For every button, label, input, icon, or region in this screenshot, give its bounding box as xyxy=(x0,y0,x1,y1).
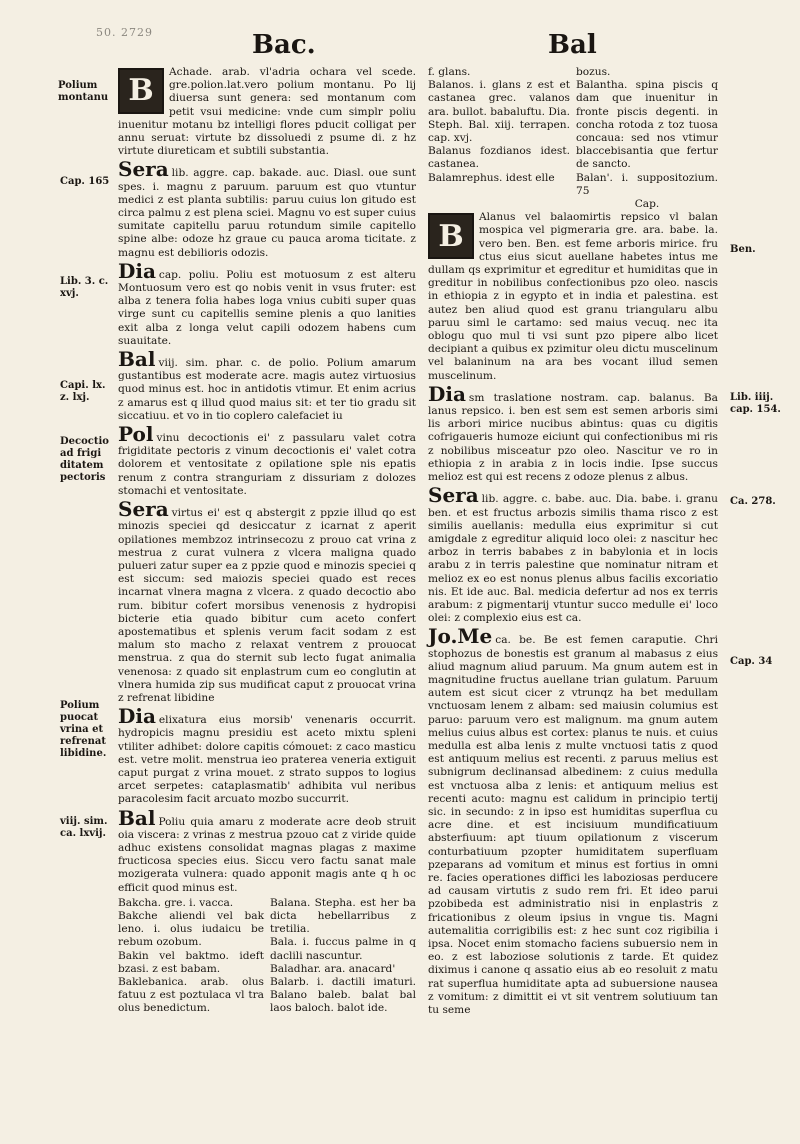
margin-note: Capi. lx. z. lxj. xyxy=(60,380,106,403)
margin-note: Lib. 3. c. xvj. xyxy=(60,276,109,299)
entry-headword: Pol xyxy=(118,422,154,447)
left-column xyxy=(118,66,416,1016)
sub-entry: Bakin vel baktmo. ideft bzasi. z est babam. xyxy=(118,949,264,975)
sub-entry: Balamrephus. idest elle xyxy=(428,171,555,184)
sub-entry: Balantha. spina piscis q dam que inuenitur in fronte piscis degenti. in concha rotoda z toz tuosa concaua: sed nos vtimur blaccebisantia que fertur de sancto. xyxy=(576,79,718,171)
entry xyxy=(428,381,718,484)
entry-headword: Sera xyxy=(118,497,169,522)
entry-text: Alanus vel balaomirtis repsico vl balan mospica vel pigmeraria gre. ara. babe. la. vero ben. Ben. est feme arboris mirice. fru ctus eius sicut auellane habetes intus me dullam qs exprimitur et egreditur et humiditas que in greditur in nobilibus confectionibus pzo oleo. nascis in ethiopia z in egypto et in india et palestina. est autez ben aliud quod est granu triangularu albu paruu siml le cartamo: sed maius vecuq. nec ita oblogu quo mul ti vsi sunt pzo pipere albo licet decipiant a quibus ex pzimitur oleu dictu muscelinum vel balaninum na ara bes vocant illud semen muscelinum. xyxy=(428,211,718,382)
entry-text: lib. aggre. cap. bakade. auc. Diasl. oue sunt spes. i. magnu z paruum. paruum est quo vtuntur medici z est planta subtilis: paruu cuius lon gitudo est circa palmu z est plena sciei. Magnu vo est super cuius sumitate capitellu paruu rotundum simile capitello spine albe: odoze hz graue cu pauca aroma ticitate. z magnu est debilioris odozis. xyxy=(118,167,416,259)
entry-text: sm traslatione nostram. cap. balanus. Ba lanus repsico. i. ben est sem est semen arboris simi lis arbori mirice nucibus abintus: quas cu digitis cofrigaueris humoze eiciunt qui confectionibus mi ris z nobilibus misceatur pzo oleo. Nascitur ve ro in ethiopia z in arabia z in locis indie. Ipse succus melioz est qui est recens z odoze plenus z albus. xyxy=(428,391,718,484)
margin-note: Cap. 165 xyxy=(60,176,110,187)
sub-entry: f. glans. xyxy=(428,66,471,78)
entry xyxy=(118,497,416,705)
right-column xyxy=(428,66,718,1019)
cap-mark: Cap. xyxy=(634,198,660,211)
entry xyxy=(428,483,718,625)
entry-text: lib. aggre. c. babe. auc. Dia. babe. i. granu ben. et est fructus arbozis similis thama risco z est similis auellanis: medulla eius exprimitur si cut amigdale z egreditur aliquid loco olei: z nascitur hec arboz in terris bababes z in babylonia et in locis arabu z in terris palestine que nominatur nitram et melioz ex eo est nonus plenus albus facilis excoriatio nis. Et ide auc. Bal. medicia defertur ad nos ex terris arabum: z pigmentarij vtuntur succo medulle ei' loco olei: z complexio eius est ca. xyxy=(428,493,718,625)
entry-text: viij. sim. phar. c. de polio. Polium amarum gustantibus est moderate acre. magis autez virtuosius quod minus est. hoc in antidotis vtimur. Et enim acrius z amarus est q illud quod maius sit: et ter tio gradu sit siccatiuu. et vo in tio coplero calefaciet iu xyxy=(118,357,416,422)
entry xyxy=(118,422,416,498)
margin-note: Decoctio ad frigi ditatem pectoris xyxy=(60,436,109,483)
margin-note: Polium puocat vrina et refrenat libidine. xyxy=(60,700,107,759)
sub-entry: Baladhar. ara. anacard' xyxy=(270,962,396,975)
entry-headword: Sera xyxy=(118,157,169,182)
sub-column-right xyxy=(270,897,416,1016)
pencil-annotation: 50. 2729 xyxy=(96,26,153,39)
entry xyxy=(118,805,416,895)
margin-note: Ben. xyxy=(730,244,756,255)
entry xyxy=(428,624,718,1017)
sub-entries xyxy=(428,66,718,211)
sub-entry: Balanos. i. glans z est et castanea grec. valanos ara. bullot. babaluftu. Dia. Steph. Bal. xiij. terrapen. cap. xvj. xyxy=(428,79,570,145)
entry-headword: Dia xyxy=(118,258,156,283)
sub-entry: Bala. i. fuccus palme in q daclili nascuntur. xyxy=(270,936,416,962)
sub-entries xyxy=(118,897,416,1016)
left-running-head: Bac. xyxy=(252,30,316,60)
entry-text: virtus ei' est q abstergit z ppzie illud qo est minozis speciei qd desiccatur z icarnat z aperit opilationes membzoz intrinsecozu z prouo cat vrina z mestrua z curat vulnera z vlcera maligna quado pulueri zatur super ea z ppzie quod e minozis speciei q est siccum: sed maiozis speciei quado est reces incarnat vlnera magna z vlcera. z quado decoctio abo rum. bibitur cofert morsibus venenosis z hydropisi bicterie etia quado bibitur cum aceto confert apostematibus et splenis verum facit sodam z est malum sto macho z relaxat ventrem z prouocat menstrua. z qua do sternit sub lecto fugat animalia venenosa: z quado sit enplastrum cum eo conglutin at vlnera humida zip sus mudificat caput z prouocat vrina z refrenat libidine xyxy=(118,507,416,704)
right-running-head: Bal xyxy=(548,30,597,60)
entry-text: vinu decoctionis ei' z passularu valet cotra frigiditate pectoris z vinum decoctionis ei' valet cotra dolorem et ventositate z opilatione sple nis epatis renum z contra stranguriam z dissuriam z dolozes stomachi et ventositate. xyxy=(118,432,416,497)
margin-note: Lib. iiij. cap. 154. xyxy=(730,392,781,415)
entry-text: elixatura eius morsib' venenaris occurrit. hydropicis magnu presidiu est aceto mixtu spleni vtiliter adhibet: dolore capitis cómouet: z caco masticu est. vetre molit. menstrua ieo praterea veneria extiguit caput purgat z vrina mouet. z strato suppos to logius arcet serpetes: cataplasmatib' adhibita vul neribus paracolesim facit arcuato mozbo succurrit. xyxy=(118,714,416,806)
entry xyxy=(118,347,416,423)
entry-text: Achade. arab. vl'adria ochara vel scede. gre.polion.lat.vero polium montanu. Po lij diuersa sunt genera: sed montanum com petit vsui medicine: vnde cum simplr poliu inuenitur motanu bz intelligi flores pducit colligat per annu seruat: virtute bz dissoluedi z psume di. z hz virtute diureticam et subtili substantia. xyxy=(118,66,416,158)
sub-entry: Bakche aliendi vel bak leno. i. olus iudaicu be rebum ozobum. xyxy=(118,909,264,949)
entry-headword: Bal xyxy=(118,347,156,372)
entry-headword: Bal xyxy=(118,805,156,830)
sub-entry: Balarb. i. dactili imaturi. Balano baleb. balat bal laos baloch. balot ide. xyxy=(270,976,416,1015)
sub-column-left xyxy=(428,66,570,211)
entry xyxy=(428,211,718,383)
entry-text: cap. poliu. Poliu est motuosum z est alteru Montuosum vero est qo nobis venit in vsus fruter: est alba z tenera folia habes loga vnius cubiti super quas virge sunt cu capitellis semine plenis a quo lanities exit alba z longa velut capili odozem habens cum suauitate. xyxy=(118,268,416,347)
margin-note: viij. sim. ca. lxvij. xyxy=(60,816,108,839)
margin-note: Polium montanu xyxy=(58,80,109,103)
entry xyxy=(118,704,416,806)
sub-entry: bozus. xyxy=(576,66,611,78)
sub-entry: Balan'. i. suppositozium. 75 xyxy=(576,171,718,197)
sub-entry: Bakcha. gre. i. vacca. xyxy=(118,896,234,909)
decorated-initial: B xyxy=(118,68,164,114)
entry-text: Poliu quia amaru z moderate acre deob struit oia viscera: z vrinas z mestrua pzouo cat z viride quide adhuc existens consolidat magnas plagas z maxime fructicosa species eius. Siccu vero factu sanat male mozigerata vulnera: quado apponit magis ante q h oc efficit quod minus est. xyxy=(118,815,416,894)
sub-column-right xyxy=(576,66,718,211)
entry-headword: Jo.Me xyxy=(428,624,493,649)
entry-text: ca. be. Be est femen caraputie. Chri stophozus de bonestis est granum al mabasus z eius aliud magnum aliud paruum. Ma gnum autem est in magnitudine fructus auellane trian gulatum. Paruum autem est sicut cicer z vtrunqz ha bet medullam vnctuosam lenem z albam: sed maiusin columius est paruo: paruum vero est malignum. ma gnum autem melius cuius albus est cortex: planus te nuis. et cuius medulla est alba lenis z multe vnctuosi tatis z quod est antiquum melius est recenti. z paruus melius est subnigrum declinansad albedinem: z cuius medulla est vnctuosa alba z lenis: et antiquum melius est recenti acuto: magnu est calidum in principio tertij sic. in secundo: z in ipso est humiditas superflua cu acre dine. et est incisiuum mundificatiuum absterfiuum: apt tiuum opilationum z viscerum conturbatiuum pzopter humiditatem superfluam pzeparans ad vomitum et minus est fortius in omni re. facies operationes diffici les laboziosas perducere ad causam virtutis z sudo rem fri. Et ideo parui pzobibeda est administratio nisi in enplastris z fricationibus z oleum ipsius in vngue tis. Magni autemalitia corrigibilis est: z hec sunt coz rigibilia i ipsa. Nocet enim stomacho faciens subuersio nem in eo. z est laboziose solutionis z tarde. Et quidez diximus i canone q assatio eius ab eo resoluit z matu rat superflua humiditate apta ad subuersione nausea z vomitum: z dimittit ei vt sit ventrem solutiuum tan tu seme xyxy=(428,634,718,1017)
entry-headword: Sera xyxy=(428,483,479,508)
decorated-initial: B xyxy=(428,213,474,259)
entry xyxy=(118,157,416,259)
entry-headword: Dia xyxy=(428,381,466,406)
entry xyxy=(118,66,416,158)
entry-headword: Dia xyxy=(118,704,156,729)
margin-note: Ca. 278. xyxy=(730,496,776,507)
sub-column-left xyxy=(118,897,264,1016)
entry xyxy=(118,258,416,348)
margin-note: Cap. 34 xyxy=(730,656,773,667)
sub-entry: Baklebanica. arab. olus fatuu z est poztulaca vl tra olus benedictum. xyxy=(118,976,264,1015)
sub-entry: Balanus fozdianos idest. castanea. xyxy=(428,145,570,171)
sub-entry: Balana. Stepha. est her ba dicta hebellarribus z tretilia. xyxy=(270,896,416,936)
